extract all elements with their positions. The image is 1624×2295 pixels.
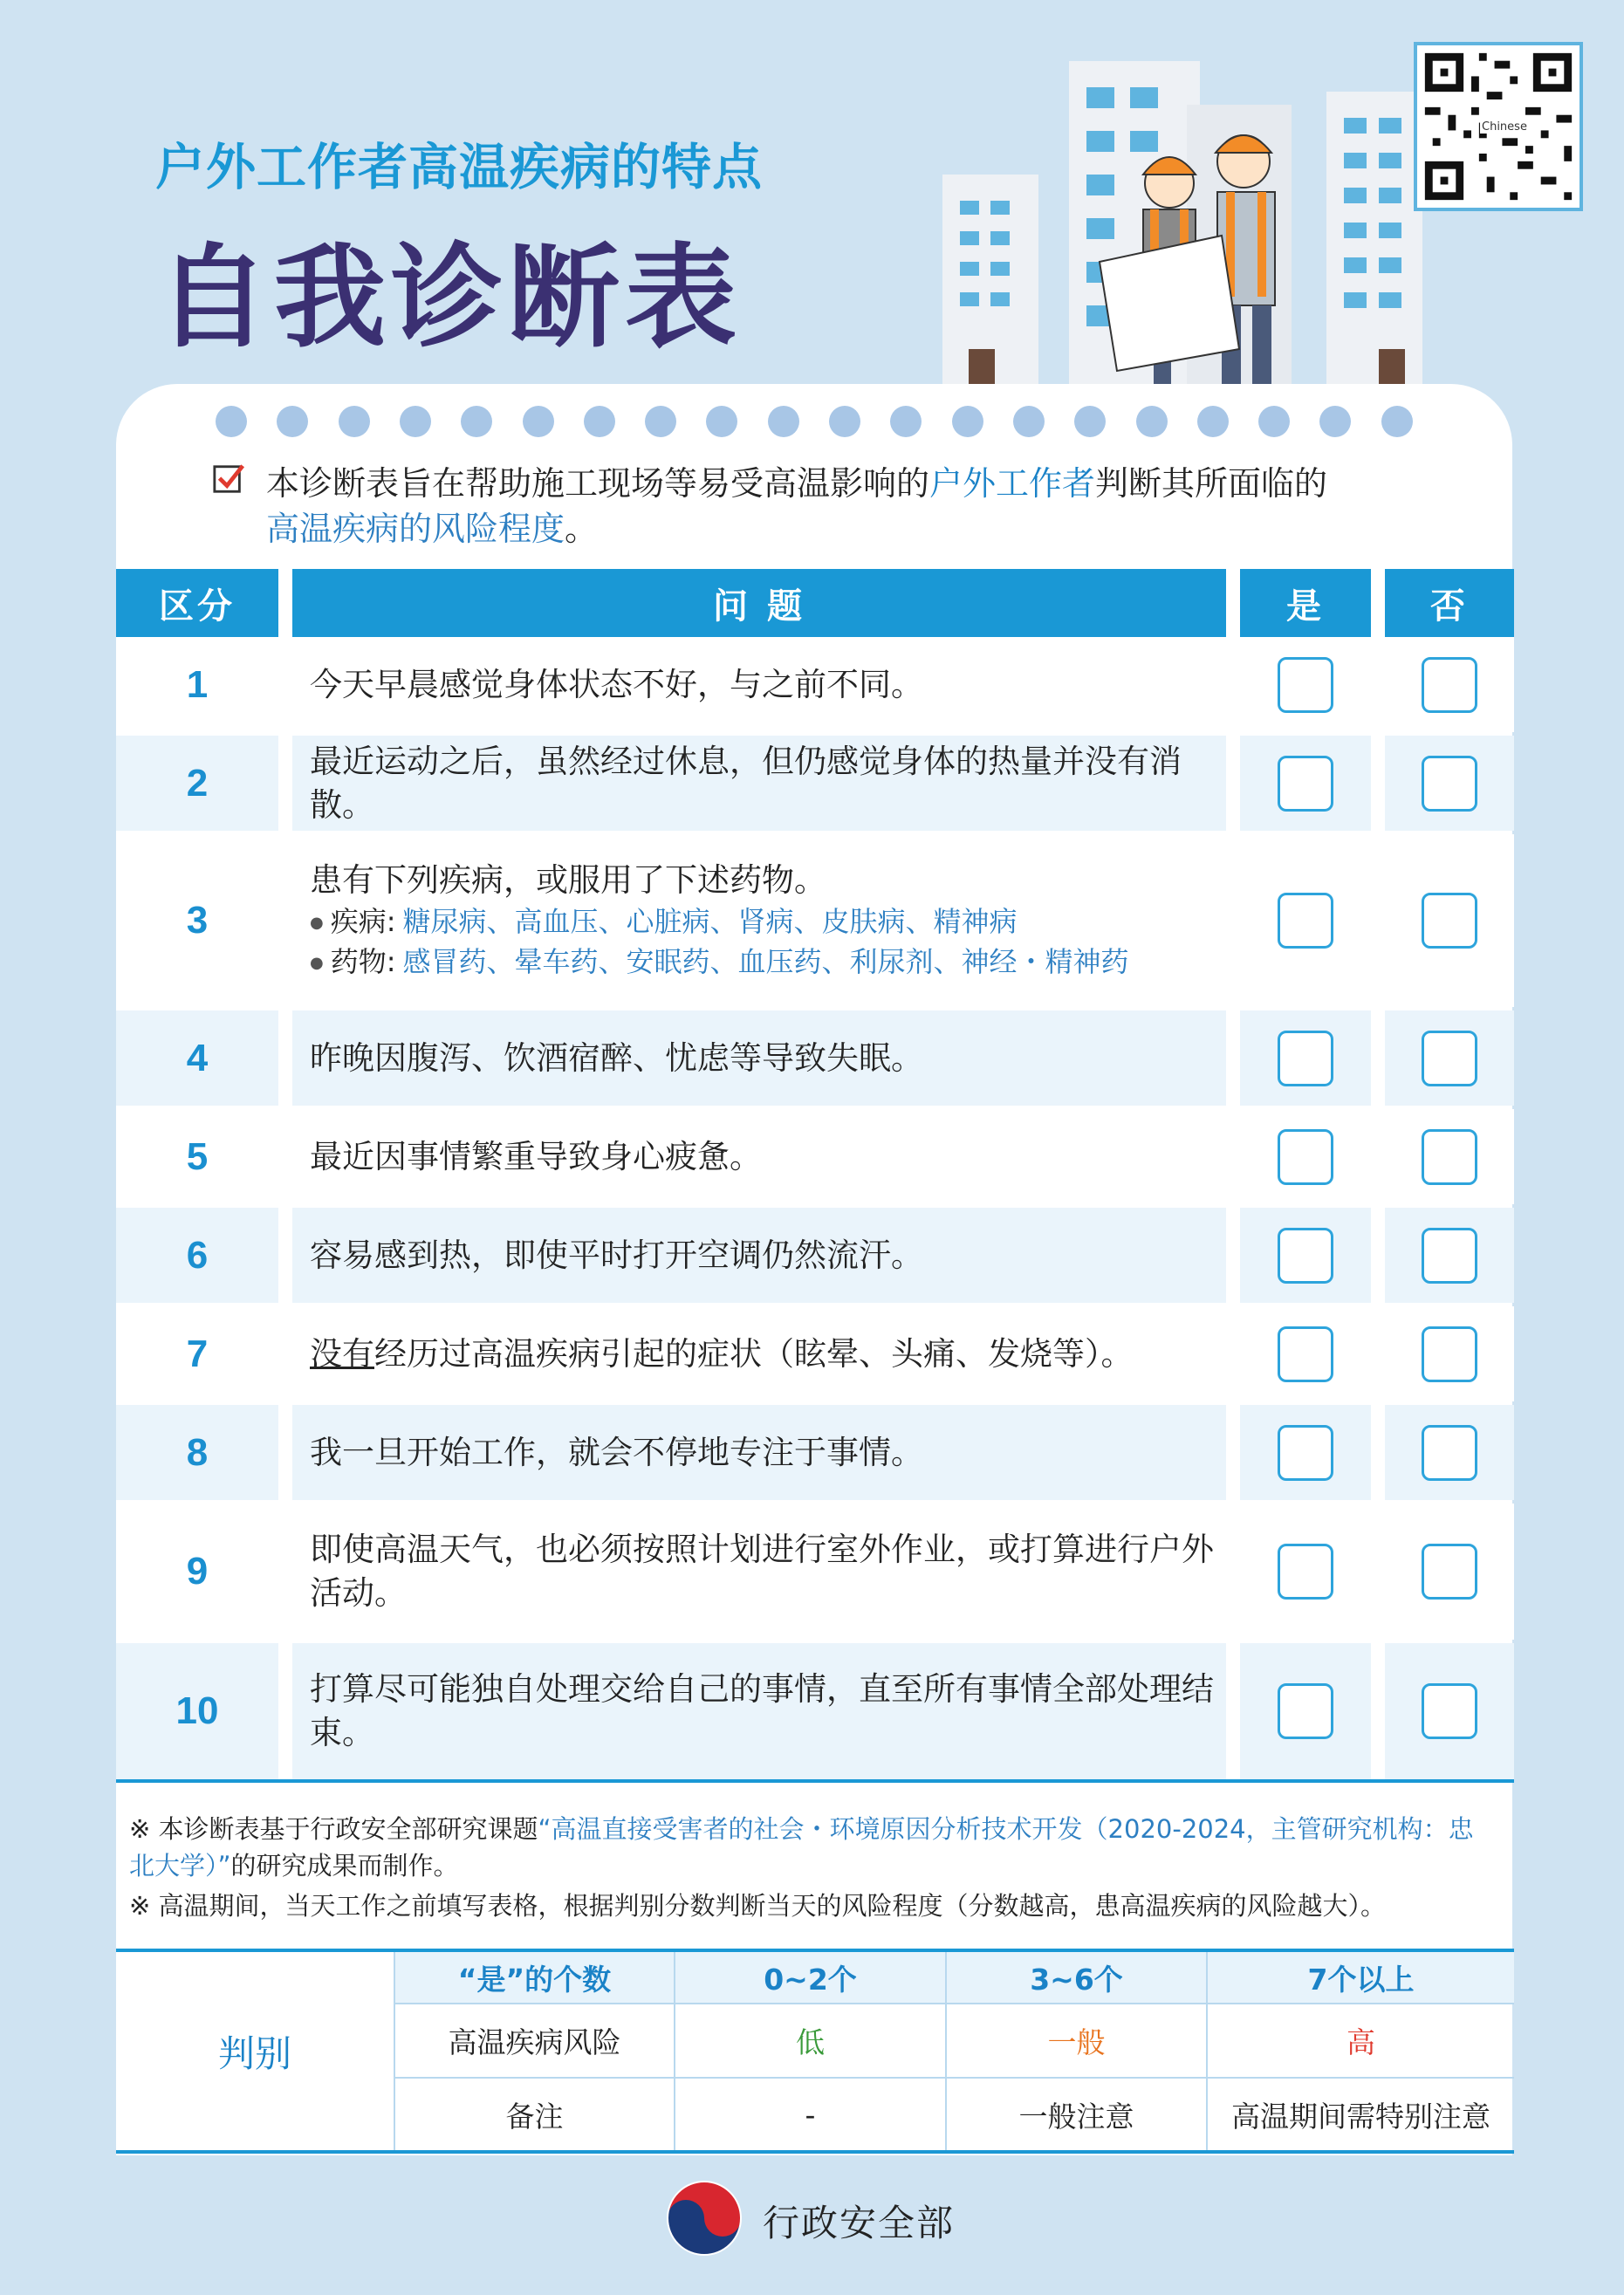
no-cell — [1385, 1208, 1514, 1303]
table-bottom-rule — [116, 1779, 1514, 1783]
qr-code[interactable] — [1414, 42, 1583, 211]
no-checkbox[interactable] — [1422, 1129, 1477, 1185]
yes-cell — [1240, 834, 1371, 1007]
no-checkbox[interactable] — [1422, 1228, 1477, 1284]
no-cell — [1385, 1010, 1514, 1106]
judgement-bottom-rule — [116, 2150, 1514, 2154]
binder-dot — [1258, 406, 1290, 437]
binder-dot — [1074, 406, 1106, 437]
no-cell — [1385, 1405, 1514, 1500]
yes-cell — [1240, 1010, 1371, 1106]
yes-cell — [1240, 637, 1371, 732]
yes-cell — [1240, 1306, 1371, 1401]
intro-text: 本诊断表旨在帮助施工现场等易受高温影响的户外工作者判断其所面临的 高温疾病的风险程度。 — [266, 464, 1328, 548]
range-low: 0~2个 — [674, 1952, 945, 2003]
no-cell — [1385, 1643, 1514, 1779]
no-cell — [1385, 1504, 1514, 1640]
yes-checkbox[interactable] — [1278, 1228, 1333, 1284]
question-text: 容易感到热，即使平时打开空调仍然流汗。 — [292, 1208, 1226, 1303]
binder-dot — [1381, 406, 1413, 437]
no-checkbox[interactable] — [1422, 893, 1477, 949]
risk-low: 低 — [674, 2003, 945, 2077]
binder-dot — [216, 406, 247, 437]
no-cell — [1385, 834, 1514, 1007]
question-text: 今天早晨感觉身体状态不好，与之前不同。 — [292, 637, 1226, 732]
yes-checkbox[interactable] — [1278, 756, 1333, 812]
no-checkbox[interactable] — [1422, 1683, 1477, 1739]
question-text: 昨晚因腹泻、饮酒宿醉、忧虑等导致失眠。 — [292, 1010, 1226, 1106]
binder-dot — [645, 406, 676, 437]
binder-dot — [523, 406, 554, 437]
row-number: 8 — [116, 1405, 278, 1500]
question-text: 最近运动之后，虽然经过休息，但仍感觉身体的热量并没有消散。 — [292, 736, 1226, 831]
row-number: 1 — [116, 637, 278, 732]
no-cell — [1385, 1109, 1514, 1204]
judgement-label: 判别 — [217, 2031, 291, 2075]
yes-cell — [1240, 1109, 1371, 1204]
qr-label: Chinese — [1482, 120, 1527, 134]
remark-low: - — [674, 2077, 945, 2150]
header-question: 问 题 — [292, 569, 1226, 637]
remark-high: 高温期间需特别注意 — [1206, 2077, 1514, 2150]
yes-cell — [1240, 1504, 1371, 1640]
binder-dot — [829, 406, 860, 437]
risk-mid: 一般 — [945, 2003, 1206, 2077]
no-checkbox[interactable] — [1422, 1326, 1477, 1382]
count-header: “是”的个数 — [394, 1952, 674, 2003]
yes-checkbox[interactable] — [1278, 1031, 1333, 1086]
no-checkbox[interactable] — [1422, 1425, 1477, 1481]
yes-checkbox[interactable] — [1278, 893, 1333, 949]
binder-dot — [339, 406, 370, 437]
question-text: 打算尽可能独自处理交给自己的事情，直至所有事情全部处理结束。 — [292, 1643, 1226, 1779]
yes-checkbox[interactable] — [1278, 657, 1333, 713]
risk-label: 高温疾病风险 — [394, 2003, 674, 2077]
binder-dot — [1013, 406, 1045, 437]
row-number: 4 — [116, 1010, 278, 1106]
question-text: 患有下列疾病，或服用了下述药物。 ● 疾病: 糖尿病、高血压、心脏病、肾病、皮肤病、精神病 ● 药物: 感冒药、晕车药、安眠药、血压药、利尿剂、神经・精神药 — [292, 834, 1226, 1007]
row-number: 10 — [116, 1643, 278, 1779]
binder-dot — [400, 406, 431, 437]
remark-label: 备注 — [394, 2077, 674, 2150]
header-yes: 是 — [1240, 569, 1371, 637]
row-number: 3 — [116, 834, 278, 1007]
question-text: 即使高温天气，也必须按照计划进行室外作业，或打算进行户外活动。 — [292, 1504, 1226, 1640]
row-number: 6 — [116, 1208, 278, 1303]
binder-dot — [461, 406, 492, 437]
yes-checkbox[interactable] — [1278, 1425, 1333, 1481]
range-mid: 3~6个 — [945, 1952, 1206, 2003]
binder-dot — [584, 406, 615, 437]
yes-cell — [1240, 736, 1371, 831]
remark-mid: 一般注意 — [945, 2077, 1206, 2150]
yes-checkbox[interactable] — [1278, 1326, 1333, 1382]
subtitle: 户外工作者高温疾病的特点 — [155, 139, 763, 196]
no-checkbox[interactable] — [1422, 756, 1477, 812]
row-number: 2 — [116, 736, 278, 831]
no-checkbox[interactable] — [1422, 657, 1477, 713]
yes-checkbox[interactable] — [1278, 1544, 1333, 1600]
header-category: 区分 — [116, 569, 278, 637]
yes-cell — [1240, 1208, 1371, 1303]
row-number: 7 — [116, 1306, 278, 1401]
page-title: 自我诊断表 — [157, 233, 743, 363]
no-cell — [1385, 736, 1514, 831]
checkmark-icon — [212, 462, 245, 496]
yes-checkbox[interactable] — [1278, 1129, 1333, 1185]
ministry-name: 行政安全部 — [763, 2202, 956, 2244]
yes-cell — [1240, 1643, 1371, 1779]
yes-checkbox[interactable] — [1278, 1683, 1333, 1739]
question-text: 没有经历过高温疾病引起的症状（眩晕、头痛、发烧等）。 — [292, 1306, 1226, 1401]
no-cell — [1385, 1306, 1514, 1401]
range-high: 7个以上 — [1206, 1952, 1514, 2003]
no-cell — [1385, 637, 1514, 732]
question-text: 我一旦开始工作，就会不停地专注于事情。 — [292, 1405, 1226, 1500]
header-no: 否 — [1385, 569, 1514, 637]
yes-cell — [1240, 1405, 1371, 1500]
question-text: 最近因事情繁重导致身心疲惫。 — [292, 1109, 1226, 1204]
binder-dot — [952, 406, 983, 437]
no-checkbox[interactable] — [1422, 1544, 1477, 1600]
risk-high: 高 — [1206, 2003, 1514, 2077]
binder-dot — [1136, 406, 1168, 437]
binder-dot — [1197, 406, 1229, 437]
workers-illustration — [925, 44, 1449, 393]
row-number: 9 — [116, 1504, 278, 1640]
binder-dot — [768, 406, 799, 437]
row-number: 5 — [116, 1109, 278, 1204]
no-checkbox[interactable] — [1422, 1031, 1477, 1086]
note-2: ※ 高温期间，当天工作之前填写表格，根据判别分数判断当天的风险程度（分数越高，患高温疾病的风险越大）。 — [129, 1891, 1387, 1921]
note-1: ※ 本诊断表基于行政安全部研究课题“高温直接受害者的社会・环境原因分析技术开发（2020-2024，主管研究机构：忠北大学）”的研究成果而制作。 — [129, 1814, 1474, 1881]
government-emblem-icon — [665, 2179, 743, 2257]
